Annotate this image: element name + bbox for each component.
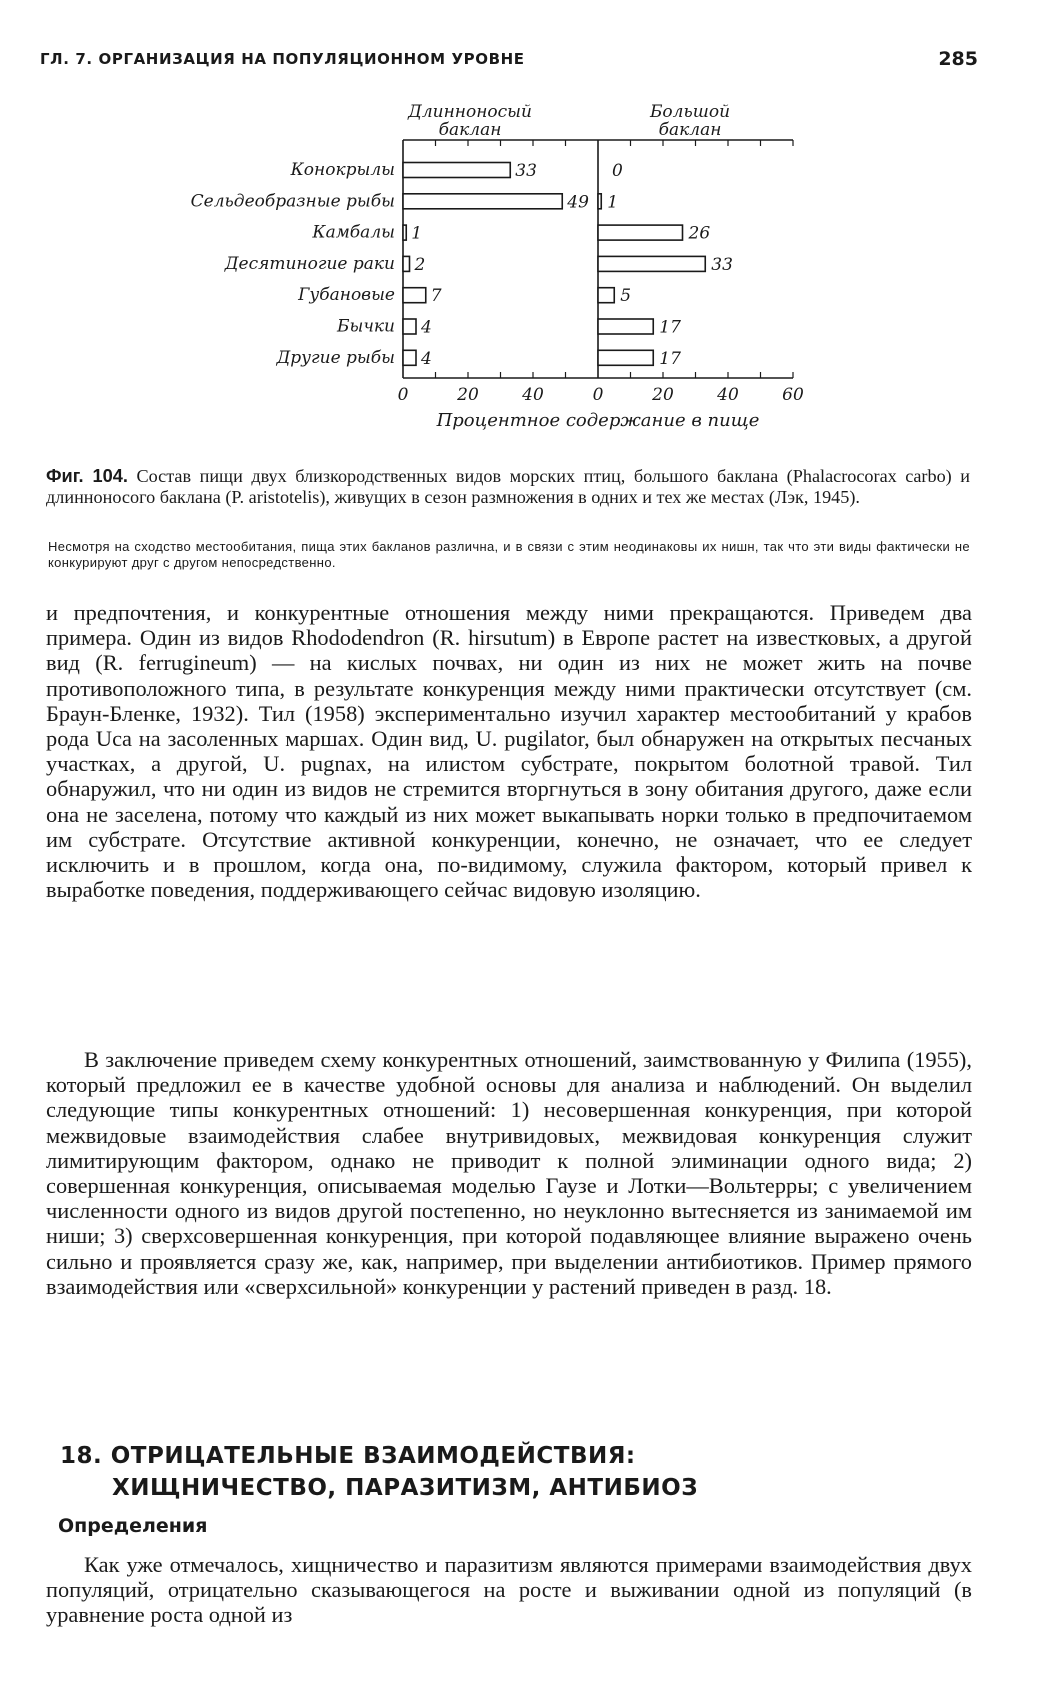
- subheading-definitions: Определения: [58, 1515, 208, 1537]
- value-label-series-2: 17: [659, 348, 681, 369]
- category-label: Губановые: [298, 285, 395, 306]
- panel-1-tick-label: 40: [522, 385, 544, 405]
- value-label-series-2: 17: [659, 317, 681, 338]
- running-head-title: ГЛ. 7. ОРГАНИЗАЦИЯ НА ПОПУЛЯЦИОННОМ УРОВНЕ: [40, 50, 525, 68]
- bar-series-1: [403, 194, 562, 209]
- paragraph-1: и предпочтения, и конкурентные отношения между ними прекращаются. Приведем два примера. Один из видов Rhododendron (R. hirsutum) в Европе растет на известковых, а другой вид (R. ferrugineum) — на кислых почвах, ни один из них не может жить на почве противоположного типа, в результате конкуренция между ними практически отсутствует (см. Браун-Бленке, 1932). Тил (1958) экспериментально изучил характер местообитаний у крабов рода Uca на засоленных маршах. Один вид, U. pugilator, был обнаружен на открытых песчаных участках, а другой, U. pugnax, на илистом субстрате, покрытом болотной травой. Тил обнаружил, что ни один из видов не стремится вторгнуться в зону обитания другого, даже если она не заселена, потому что каждый из них может выкапывать норки только в предпочитаемом им субстрате. Отсутствие активной конкуренции, конечно, не означает, что ее следует исключить и в прошлом, когда она, по-видимому, служила фактором, который привел к выработке поведения, поддерживающего сейчас видовую изоляцию.: [46, 600, 972, 903]
- section-title-line-1: 18. ОТРИЦАТЕЛЬНЫЕ ВЗАИМОДЕЙСТВИЯ:: [60, 1443, 636, 1469]
- value-label-series-1: 2: [414, 254, 426, 275]
- section-title: [60, 1440, 960, 1504]
- value-label-series-2: 33: [711, 254, 733, 275]
- bar-series-2: [598, 194, 601, 209]
- bar-series-2: [598, 350, 653, 365]
- bar-series-1: [403, 319, 416, 334]
- running-head: [40, 50, 978, 76]
- category-label: Конокрылы: [290, 160, 395, 180]
- value-label-series-1: 7: [430, 286, 442, 307]
- panel-2-tick-label: 60: [782, 385, 804, 405]
- value-label-series-2: 0: [612, 161, 623, 181]
- category-label: Сельдеобразные рыбы: [190, 191, 395, 212]
- panel-2-tick-label: 0: [592, 385, 604, 405]
- bar-series-2: [598, 256, 705, 271]
- bar-series-1: [403, 225, 406, 240]
- value-label-series-1: 1: [411, 223, 423, 244]
- figure-caption-text: Состав пищи двух близкородственных видов морских птиц, большого баклана (Phalacrocorax carbo) и длинноносого баклана (P. aristotelis), живущих в сезон размножения в одних и тех же местах (Лэк, 1945).: [46, 466, 970, 507]
- value-label-series-1: 4: [421, 348, 432, 369]
- bar-series-1: [403, 288, 426, 303]
- category-label: Десятиногие раки: [224, 253, 395, 274]
- paragraph-3: Как уже отмечалось, хищничество и паразитизм являются примерами взаимодействия двух популяций, отрицательно сказывающегося на росте и выживании одной из популяций (в уравнение роста одной из: [46, 1552, 972, 1628]
- bar-series-2: [598, 319, 653, 334]
- category-label: Другие рыбы: [276, 347, 395, 368]
- panel-1-tick-label: 20: [457, 385, 479, 405]
- panel-2-tick-label: 40: [717, 385, 739, 405]
- bar-series-2: [598, 225, 683, 240]
- diet-bar-chart: [0, 95, 1038, 465]
- figure-note: Несмотря на сходство местообитания, пища этих бакланов различна, и в связи с этим неодинаковы их нишн, так что эти виды фактически не конкурируют друг с другом непосредственно.: [48, 539, 970, 570]
- panel-1-tick-label: 0: [397, 385, 409, 405]
- series-2-name-line-1: Большой: [649, 102, 731, 122]
- bar-series-1: [403, 163, 510, 178]
- series-1-name-line-2: баклан: [438, 120, 502, 140]
- paragraph-2: В заключение приведем схему конкурентных отношений, заимствованную у Филипа (1955), который предложил ее в качестве удобной основы для анализа и наблюдений. Он выделил следующие типы конкурентных отношений: 1) несовершенная конкуренция, при которой межвидовые взаимодействия слабее внутривидовых, межвидовая конкуренция служит лимитирующим фактором, однако не приводит к полной элиминации одного вида; 2) совершенная конкуренция, описываемая моделью Гаузе и Лотки—Вольтерры; с увеличением численности одного из видов другой постепенно, но неуклонно вытесняется из занимаемой им ниши; 3) сверхсовершенная конкуренция, при которой подавляющее влияние выражено очень сильно и проявляется сразу же, как, например, при выделении антибиотиков. Пример прямого взаимодействия или «сверхсильной» конкуренции у растений приведен в разд. 18.: [46, 1047, 972, 1299]
- value-label-series-1: 49: [567, 192, 589, 213]
- series-2-name-line-2: баклан: [658, 120, 722, 140]
- series-1-name-line-1: Длинноносый: [408, 102, 532, 122]
- x-axis-label: Процентное содержание в пище: [436, 410, 760, 431]
- value-label-series-1: 4: [421, 317, 432, 338]
- value-label-series-1: 33: [515, 161, 537, 181]
- figure-caption-lead: Фиг. 104.: [46, 466, 128, 486]
- bar-series-1: [403, 256, 410, 271]
- value-label-series-2: 26: [688, 223, 711, 244]
- page-number: 285: [938, 48, 978, 70]
- value-label-series-2: 5: [620, 286, 632, 307]
- value-label-series-2: 1: [607, 192, 619, 213]
- bar-series-2: [598, 288, 614, 303]
- section-title-line-2: ХИЩНИЧЕСТВО, ПАРАЗИТИЗМ, АНТИБИОЗ: [112, 1475, 699, 1501]
- figure-104: [0, 95, 1038, 465]
- bar-series-1: [403, 350, 416, 365]
- category-label: Бычки: [336, 316, 395, 337]
- panel-2-tick-label: 20: [652, 385, 674, 405]
- figure-caption: [46, 466, 970, 508]
- category-label: Камбалы: [312, 222, 395, 243]
